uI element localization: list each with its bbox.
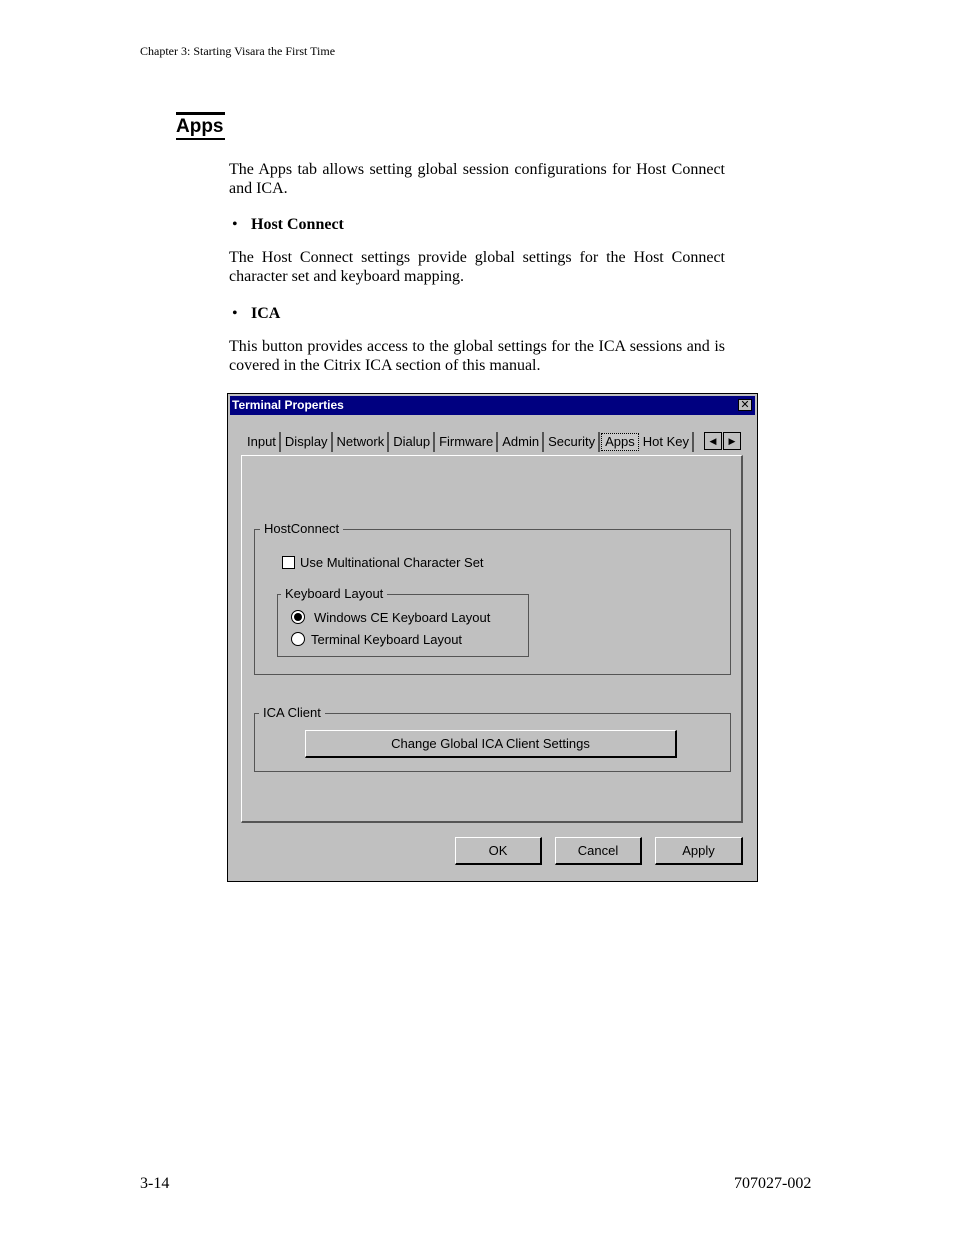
change-global-ica-settings-button[interactable]: Change Global ICA Client Settings (305, 730, 677, 758)
tab-scroll-left-icon[interactable]: ◀ (704, 432, 722, 450)
hostconnect-legend: HostConnect (260, 522, 343, 536)
tab-scroll-right-icon[interactable]: ▶ (723, 432, 741, 450)
document-number: 707027-002 (734, 1175, 812, 1192)
windows-ce-layout-radio[interactable] (291, 610, 305, 624)
tab-network[interactable]: Network (334, 432, 390, 452)
bullet-title: ICA (251, 305, 281, 322)
tab-firmware[interactable]: Firmware (436, 432, 498, 452)
tab-security[interactable]: Security (545, 432, 600, 452)
tab-strip (244, 431, 704, 453)
bullet-title: Host Connect (251, 216, 344, 233)
keyboard-layout-group (277, 586, 529, 657)
keyboard-layout-legend: Keyboard Layout (281, 587, 387, 601)
section-title: Apps (176, 112, 225, 140)
page-number: 3-14 (140, 1175, 170, 1192)
terminal-layout-radio[interactable] (291, 632, 305, 646)
host-connect-paragraph: The Host Connect settings provide global settings for the Host Connect character set and keyboard mapping. (229, 249, 725, 285)
apply-button[interactable]: Apply (655, 837, 743, 865)
dialog-title: Terminal Properties (232, 398, 344, 412)
tab-apps[interactable]: Apps (601, 433, 639, 451)
tab-input[interactable]: Input (244, 432, 281, 452)
tab-hot-key[interactable]: Hot Key (640, 432, 694, 452)
multinational-checkbox[interactable] (282, 556, 295, 569)
multinational-label: Use Multinational Character Set (300, 555, 484, 570)
tab-dialup[interactable]: Dialup (390, 432, 435, 452)
dialog-titlebar (230, 396, 755, 415)
apps-tab-panel (241, 455, 743, 823)
intro-paragraph: The Apps tab allows setting global session configurations for Host Connect and ICA. (229, 161, 725, 197)
bullet-dot-icon: • (232, 216, 238, 233)
bullet-host-connect (232, 216, 344, 234)
bullet-dot-icon: • (232, 305, 238, 322)
terminal-layout-label: Terminal Keyboard Layout (311, 632, 463, 647)
terminal-properties-dialog (227, 393, 758, 882)
running-head: Chapter 3: Starting Visara the First Time (140, 44, 336, 58)
tab-display[interactable]: Display (282, 432, 333, 452)
hostconnect-group (254, 521, 731, 675)
windows-ce-layout-label: Windows CE Keyboard Layout (314, 610, 491, 625)
ica-paragraph: This button provides access to the global settings for the ICA sessions and is covered in the Citrix ICA section of this manual. (229, 338, 725, 374)
close-icon[interactable]: ✕ (738, 399, 752, 411)
ica-client-legend: ICA Client (259, 706, 325, 720)
tab-admin[interactable]: Admin (499, 432, 544, 452)
ica-client-group (254, 705, 731, 772)
cancel-button[interactable]: Cancel (555, 837, 642, 865)
bullet-ica (232, 305, 280, 323)
ok-button[interactable]: OK (455, 837, 542, 865)
